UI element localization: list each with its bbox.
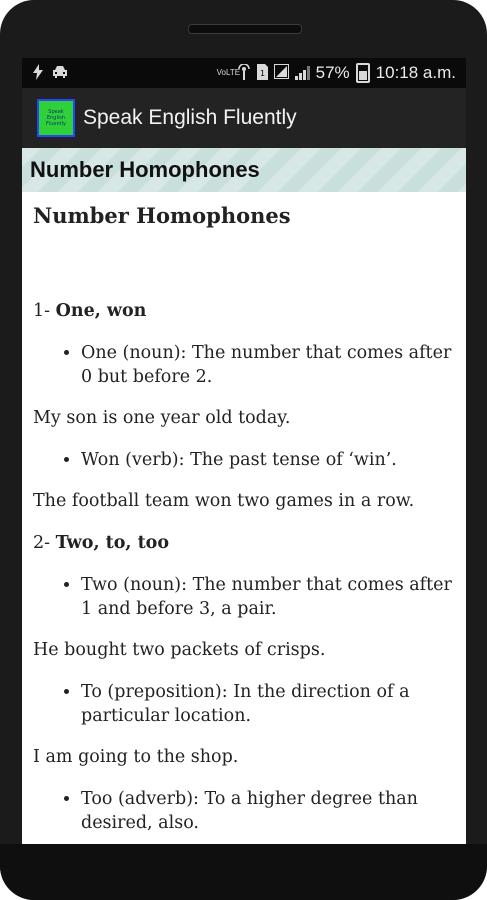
car-icon: [52, 65, 68, 82]
app-logo-text: Speak English Fluently: [46, 109, 66, 127]
section-header: [22, 148, 466, 192]
section-header-title: Number Homophones: [30, 157, 260, 182]
definition-list: [33, 573, 455, 621]
hotspot-icon: [237, 64, 251, 83]
example-one: My son is one year old today.: [33, 408, 291, 428]
phone-bottom-bezel: [0, 844, 487, 900]
definition-two: • Two (noun): The number that comes after 1 and before 3, a pair.: [81, 573, 455, 621]
svg-text:1: 1: [259, 68, 265, 78]
definition-too: • Too (adverb): To a higher degree than desired, also.: [81, 787, 455, 835]
clock: 10:18 a.m.: [375, 63, 456, 82]
status-left: [32, 64, 68, 83]
no-signal-icon: [274, 64, 289, 82]
app-logo[interactable]: [37, 99, 75, 137]
lightning-icon: [32, 64, 44, 83]
item-number: 1-: [33, 301, 56, 321]
article-content[interactable]: [22, 203, 466, 835]
article-title: Number Homophones: [33, 203, 291, 228]
item-title: One, won: [55, 301, 147, 321]
definition-list: [33, 680, 455, 728]
screen: [22, 58, 466, 844]
status-bar: [22, 58, 466, 88]
example-won: The football team won two games in a row.: [33, 491, 415, 511]
speaker-grille: [188, 24, 302, 34]
signal-strength-icon: [295, 66, 310, 80]
item-title: Two, to, too: [55, 533, 170, 553]
item-number: 2-: [33, 533, 56, 553]
app-title: Speak English Fluently: [83, 106, 297, 129]
definition-won: • Won (verb): The past tense of ‘win’.: [81, 448, 455, 472]
definition-one: • One (noun): The number that comes after 0 but before 2.: [81, 341, 455, 389]
definition-list: [33, 448, 455, 472]
app-bar: [22, 88, 466, 148]
example-to: I am going to the shop.: [33, 747, 239, 767]
spacer: [33, 229, 455, 299]
volte-icon: VoLTE: [216, 68, 241, 77]
status-right: [217, 63, 456, 83]
definition-to: • To (preposition): In the direction of a particular location.: [81, 680, 455, 728]
definition-list: [33, 341, 455, 389]
example-two: He bought two packets of crisps.: [33, 640, 326, 660]
item-heading-1: [33, 299, 455, 323]
battery-icon: [356, 63, 370, 83]
definition-list: [33, 787, 455, 835]
battery-percent: 57%: [315, 63, 350, 82]
item-heading-2: [33, 531, 455, 555]
sim-icon: [257, 64, 268, 83]
